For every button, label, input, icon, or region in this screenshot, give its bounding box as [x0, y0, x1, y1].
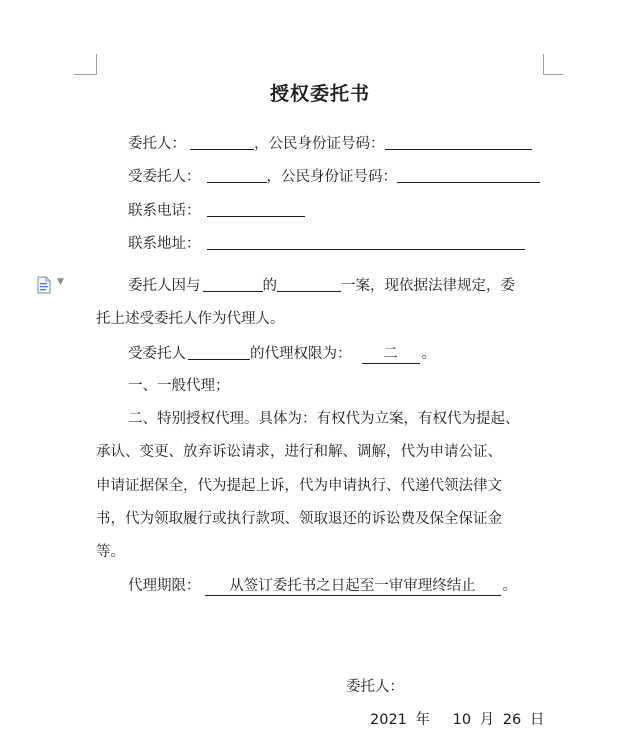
crop-mark-top-left-h — [74, 74, 96, 75]
date-year-unit: 年 — [415, 712, 431, 728]
phone-row — [128, 200, 305, 221]
scope-row — [128, 343, 436, 364]
crop-mark-top-right-h — [543, 74, 563, 75]
id-label-2: ，公民身份证号码： — [266, 169, 397, 185]
principal-row — [128, 133, 532, 154]
scope-agent-blank[interactable] — [188, 343, 250, 360]
item1: 一、一般代理； — [128, 378, 230, 394]
date-day-unit: 日 — [529, 712, 545, 728]
date-row — [370, 710, 544, 730]
para1-b: 的 — [262, 278, 277, 294]
agent-name-blank[interactable] — [207, 166, 267, 183]
para1-a: 委托人因与 — [128, 278, 201, 294]
term-label: 代理期限： — [128, 578, 201, 594]
item2-line5: 等。 — [96, 544, 125, 560]
item2-line2: 承认、变更、放弃诉讼请求，进行和解、调解，代为申请公证、 — [96, 444, 502, 460]
agent-id-blank[interactable] — [397, 166, 540, 183]
item2-line3: 申请证据保全，代为提起上诉，代为申请执行、代递代领法律文 — [96, 478, 502, 494]
scope-end: 。 — [421, 346, 436, 362]
phone-label: 联系电话： — [128, 203, 201, 219]
term-value: 从签订委托书之日起至一审审理终结止 — [205, 577, 501, 596]
document-paste-icon[interactable] — [36, 276, 52, 294]
agent-label: 受委托人： — [128, 169, 201, 185]
opponent-blank[interactable] — [203, 275, 263, 292]
address-row — [128, 233, 525, 254]
principal-label: 委托人： — [128, 136, 186, 152]
crop-mark-top-left-v — [96, 54, 97, 75]
agent-row — [128, 166, 540, 187]
item2-line4: 书，代为领取履行或执行款项、领取退还的诉讼费及保全保证金 — [96, 511, 502, 527]
caret-down-icon[interactable]: ▼ — [57, 277, 64, 287]
para1-line1 — [128, 275, 515, 296]
date-month: 10 — [452, 712, 472, 728]
principal-id-blank[interactable] — [385, 133, 532, 150]
scope-value: 二 — [362, 345, 420, 364]
address-blank[interactable] — [207, 233, 525, 250]
term-row — [128, 576, 517, 596]
para1-c: 一案，现依据法律规定，委 — [341, 278, 515, 294]
date-year: 2021 — [370, 712, 407, 728]
phone-blank[interactable] — [207, 200, 305, 217]
crop-mark-top-right-v — [543, 54, 544, 75]
date-month-unit: 月 — [479, 712, 495, 728]
para1-line2: 托上述受委托人作为代理人。 — [96, 311, 285, 327]
principal-name-blank[interactable] — [190, 133, 254, 150]
date-day: 26 — [502, 712, 522, 728]
id-label-1: ，公民身份证号码： — [254, 136, 385, 152]
item2-line1: 二、特别授权代理。具体为：有权代为立案，有权代为提起、 — [128, 411, 520, 427]
signature-label: 委托人： — [346, 679, 404, 695]
scope-a: 受委托人 — [128, 346, 186, 362]
term-end: 。 — [502, 578, 517, 594]
scope-b: 的代理权限为： — [250, 346, 352, 362]
address-label: 联系地址： — [128, 236, 201, 252]
document-title: 授权委托书 — [269, 83, 370, 105]
case-blank[interactable] — [277, 275, 341, 292]
